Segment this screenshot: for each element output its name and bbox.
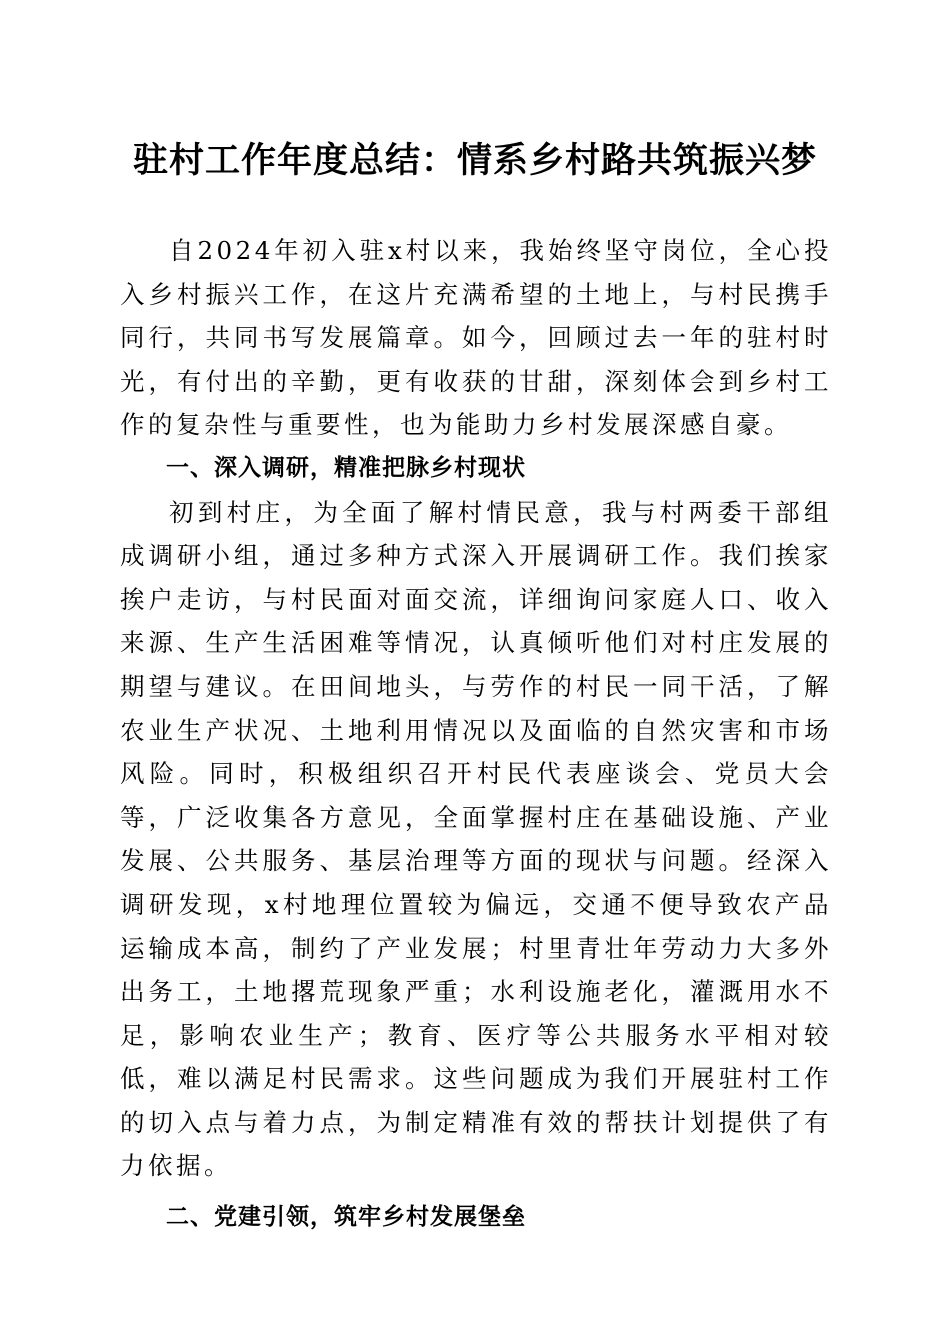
section-heading-1: 一、深入调研，精准把脉乡村现状 (166, 454, 526, 481)
intro-paragraph: 自2024年初入驻x村以来，我始终坚守岗位，全心投入乡村振兴工作，在这片充满希望的土地上，与村民携手同行，共同书写发展篇章。如今，回顾过去一年的驻村时光，有付出的辛勤，更有收获的甘甜，深刻体会到乡村工作的复杂性与重要性，也为能助力乡村发展深感自豪。 (120, 236, 832, 440)
document-body (120, 229, 832, 1240)
section-paragraph-1: 初到村庄，为全面了解村情民意，我与村两委干部组成调研小组，通过多种方式深入开展调研工作。我们挨家挨户走访，与村民面对面交流，详细询问家庭人口、收入来源、生产生活困难等情况，认真倾听他们对村庄发展的期望与建议。在田间地头，与劳作的村民一同干活，了解农业生产状况、土地利用情况以及面临的自然灾害和市场风险。同时，积极组织召开村民代表座谈会、党员大会等，广泛收集各方意见，全面掌握村庄在基础设施、产业发展、公共服务、基层治理等方面的现状与问题。经深入调研发现，x村地理位置较为偏远，交通不便导致农产品运输成本高，制约了产业发展；村里青壮年劳动力大多外出务工，土地撂荒现象严重；水利设施老化，灌溉用水不足，影响农业生产；教育、医疗等公共服务水平相对较低，难以满足村民需求。这些问题成为我们开展驻村工作的切入点与着力点，为制定精准有效的帮扶计划提供了有力依据。 (120, 497, 832, 1181)
section-heading-2: 二、党建引领，筑牢乡村发展堡垒 (166, 1204, 526, 1231)
document-title: 驻村工作年度总结：情系乡村路共筑振兴梦 (132, 140, 817, 181)
